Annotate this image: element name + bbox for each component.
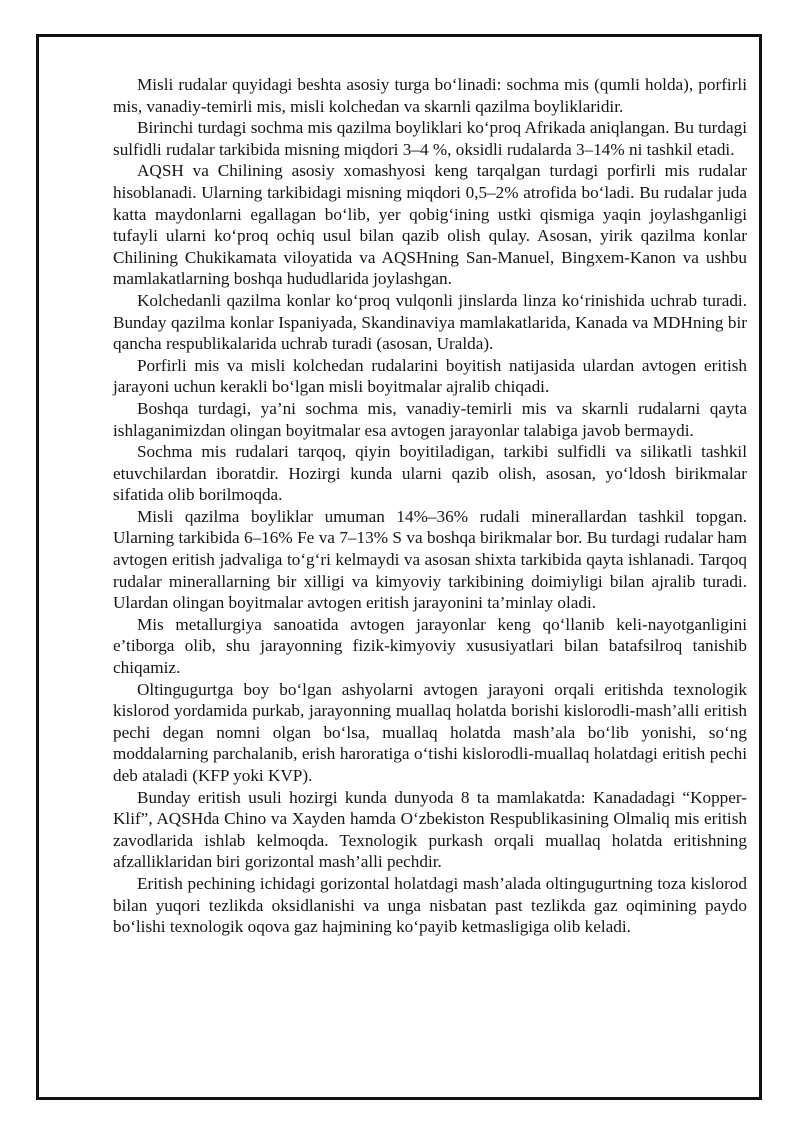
paragraph: Oltingugurtga boy bo‘lgan ashyolarni avtogen jarayoni orqali eritishda texnologik kislorod yordamida purkab, jarayonning muallaq holatda borishi kislorodli-mash’alli eritish pechi degan nomni olgan bo‘lsa, muallaq holatda mash’ala bo‘lib yonishi, so‘ng moddalarning parchalanib, erish haroratiga o‘tishi kislorodli-muallaq holatdagi eritish pechi deb ataladi (KFP yoki KVP). [113,679,747,785]
paragraph: Sochma mis rudalari tarqoq, qiyin boyitiladigan, tarkibi sulfidli va silikatli tashkil etuvchilardan iboratdir. Hozirgi kunda ularni qazib olish, asosan, yo‘ldosh birikmalar sifatida olib borilmoqda. [113,442,747,505]
paragraph: Kolchedanli qazilma konlar ko‘proq vulqonli jinslarda linza ko‘rinishida uchrab turadi. Bunday qazilma konlar Ispaniyada, Skandinaviya mamlakatlarida, Kanada va MDHning bir qancha respublikalarida uchrab turadi (asosan, Uralda). [113,290,747,354]
paragraph: Mis metallurgiya sanoatida avtogen jarayonlar keng qo‘llanib keli-nayotganligini e’tiborga olib, shu jarayonning fizik-kimyoviy xususiyatlari bilan batafsilroq tanishib chiqamiz. [113,614,747,678]
paragraph: Bunday eritish usuli hozirgi kunda dunyoda 8 ta mamlakatda: Kanadadagi “Kopper-Klif”, AQSHda Chino va Xayden hamda O‘zbekiston Respublikasining Olmaliq mis eritish zavodlarida ishlab kelmoqda. Texnologik purkash orqali muallaq holatda eritishning afzalliklaridan biri gorizontal mash’alli pechdir. [113,787,747,872]
paragraph: Boshqa turdagi, ya’ni sochma mis, vanadiy-temirli mis va skarnli rudalarni qayta ishlaganimizdan olingan boyitmalar esa avtogen jarayonlar talabiga javob bermaydi. [113,398,747,440]
paragraph: AQSH va Chilining asosiy xomashyosi keng tarqalgan turdagi porfirli mis rudalar hisoblanadi. Ularning tarkibidagi misning miqdori 0,5–2% atrofida bo‘ladi. Bu rudalar juda katta maydonlarni egallagan bo‘lib, yer qobig‘ining ustki qismiga yaqin joylashganligi tufayli ularni ko‘proq ochiq usul bilan qazib olish qulay. Asosan, yirik qazilma konlar Chilining Chukikamata viloyatida va AQSHning San-Manuel, Bingxem-Kanon va ushbu mamlakatlarning boshqa hududlarida joylashgan. [113,161,747,289]
document-body [113,74,747,938]
paragraph: Misli qazilma boyliklar umuman 14%–36% rudali minerallardan tashkil topgan. Ularning tarkibida 6–16% Fe va 7–13% S va boshqa birikmalar bor. Bu turdagi rudalar ham avtogen eritish jadvaliga to‘g‘ri kelmaydi va asosan shixta tarkibida qayta ishlanadi. Tarqoq rudalar minerallarning bir xilligi va kimyoviy tarkibining doimiyligi bilan ajralib turadi. Ulardan olingan boyitmalar avtogen eritish jarayonini ta’minlay oladi. [113,506,747,613]
paragraph: Birinchi turdagi sochma mis qazilma boyliklari ko‘proq Afrikada aniqlangan. Bu turdagi sulfidli rudalar tarkibida misning miqdori 3–4 %, oksidli rudalarda 3–14% ni tashkil etadi. [113,118,747,159]
paragraph: Porfirli mis va misli kolchedan rudalarini boyitish natijasida ulardan avtogen eritish jarayoni uchun kerakli bo‘lgan misli boyitmalar ajralib chiqadi. [113,355,747,397]
paragraph: Misli rudalar quyidagi beshta asosiy turga bo‘linadi: sochma mis (qumli holda), porfirli mis, vanadiy-temirli mis, misli kolchedan va skarnli qazilma boyliklaridir. [113,75,747,116]
paragraph: Eritish pechining ichidagi gorizontal holatdagi mash’alada oltingugurtning toza kislorod bilan yuqori tezlikda oksidlanishi va unga nisbatan past tezlikda gaz oqimining paydo bo‘lishi texnologik oqova gaz hajmining ko‘payib ketmasligiga olib keladi. [113,873,747,937]
